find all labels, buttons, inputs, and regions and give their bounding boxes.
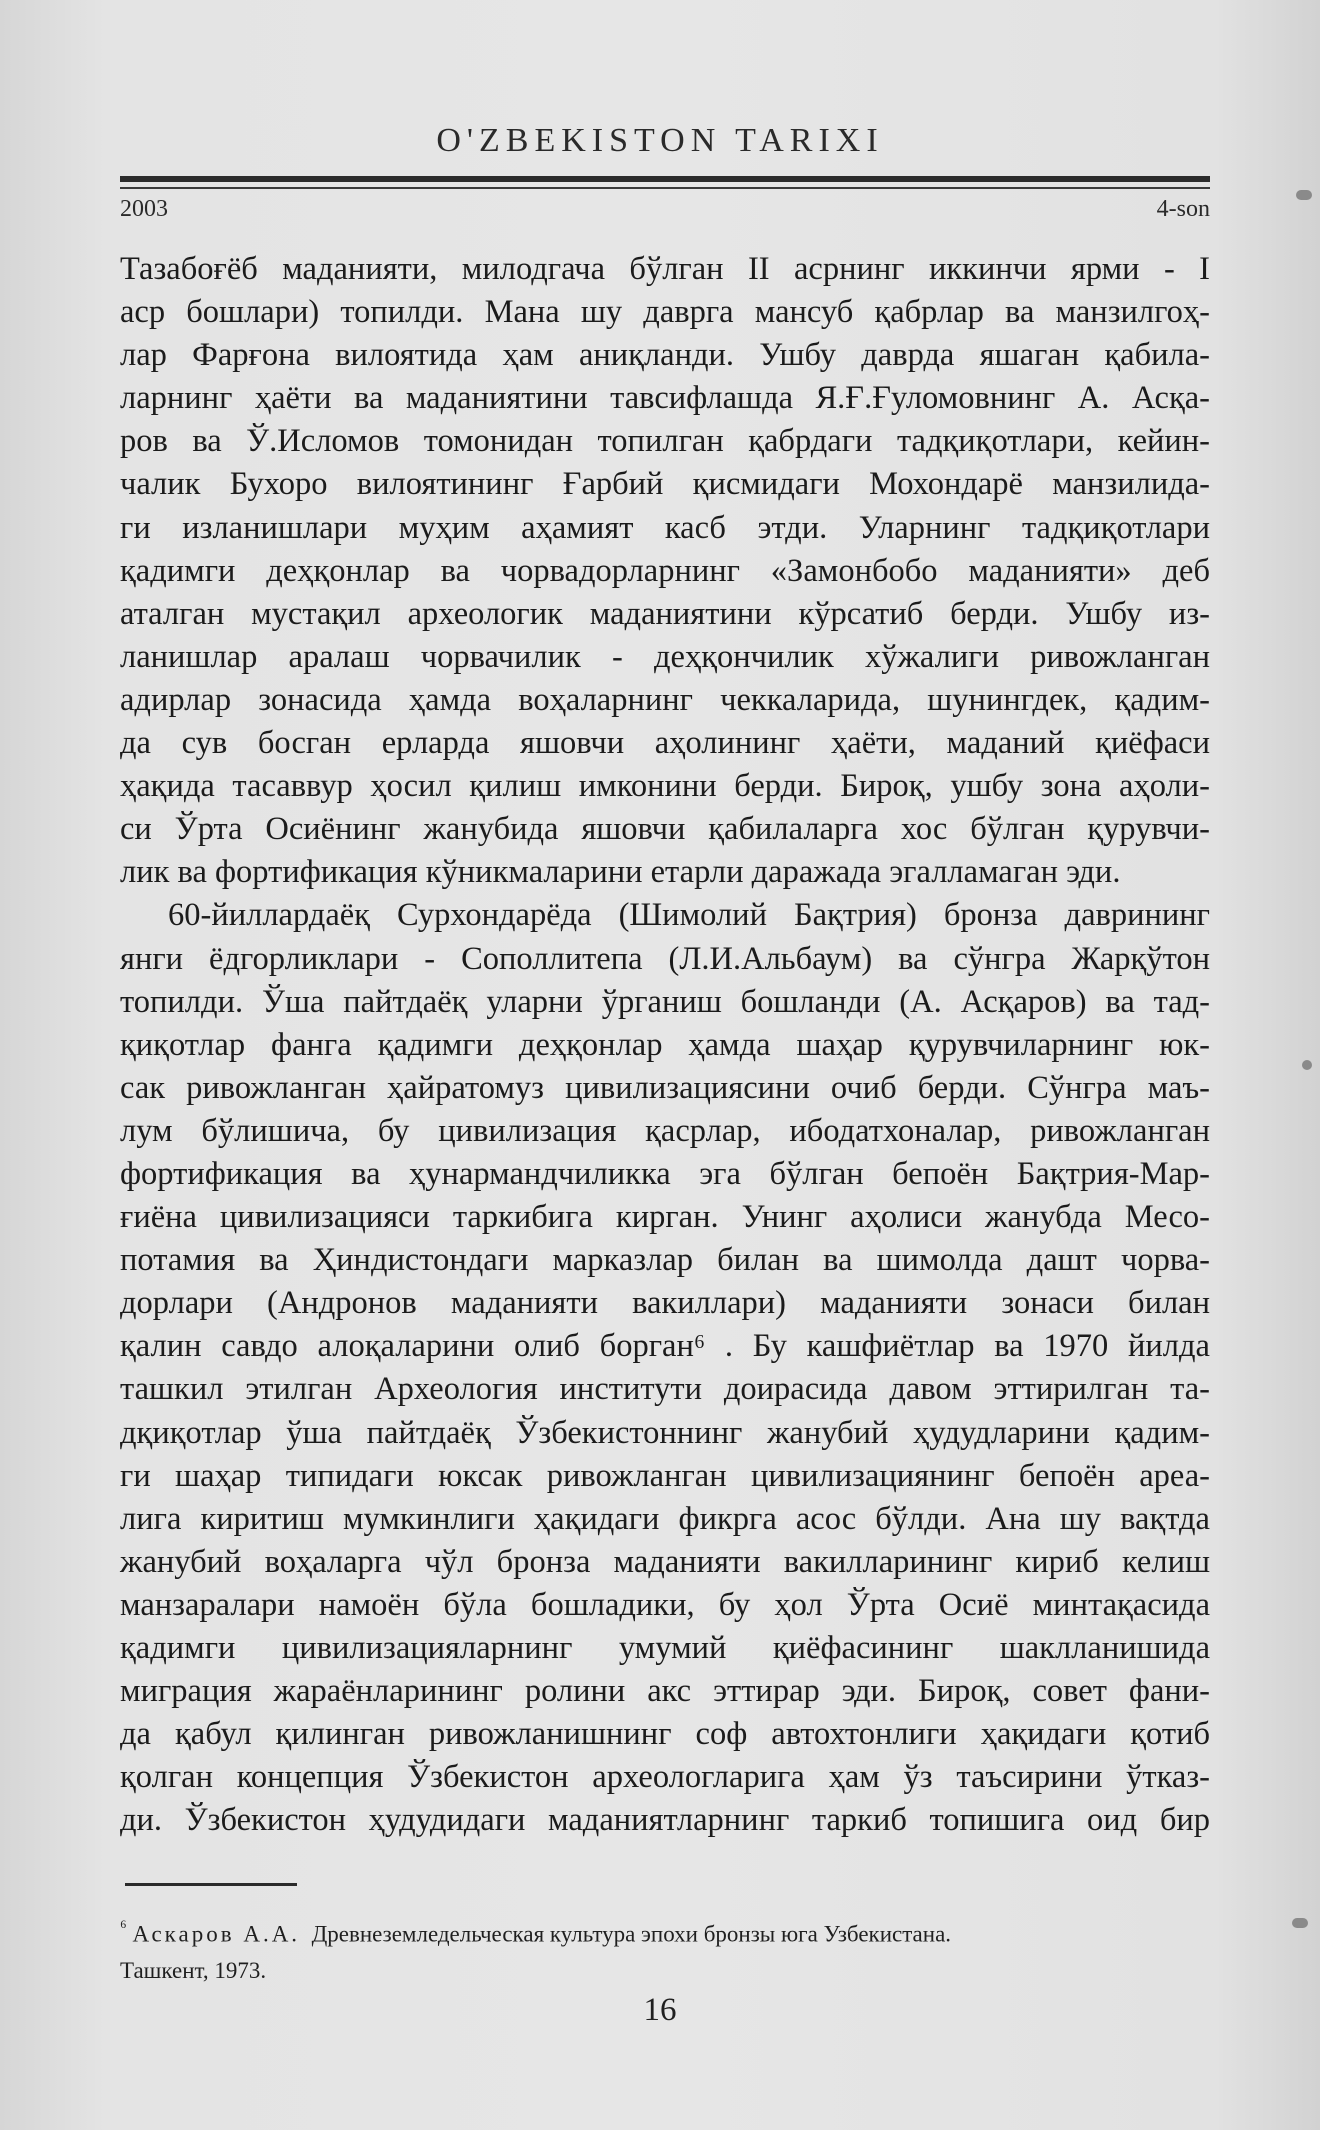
text-line: ди. Ўзбекистон ҳудудидаги маданиятларнинг таркиб топишига оид бир <box>120 1802 1210 1839</box>
text-line: Тазабоғёб маданияти, милодгача бўлган II асрнинг иккинчи ярми - I <box>120 251 1210 287</box>
header-rule-thick <box>120 176 1210 182</box>
text-line: қолган концепция Ўзбекистон археологларига ҳам ўз таъсирини ўтказ- <box>120 1759 1210 1796</box>
text-line: аталган мустақил археологик маданиятини кўрсатиб берди. Ушбу из- <box>120 595 1210 632</box>
text-line: ров ва Ў.Исломов томонидан топилган қабрдаги тадқиқотлари, кейин- <box>120 423 1210 460</box>
text-line: да қабул қилинган ривожланишнинг соф автохтонлиги ҳақидаги қотиб <box>120 1716 1210 1753</box>
paragraph-start-line: 60-йиллардаёқ Сурхондарёда (Шимолий Бақтрия) бронза даврининг <box>168 897 1210 934</box>
text-line: дқиқотлар ўша пайтдаёқ Ўзбекистоннинг жанубий ҳудудларини қадим- <box>120 1414 1210 1451</box>
text-line: лар Фарғона вилоятида ҳам аниқланди. Ушбу даврда яшаган қабила- <box>120 337 1210 374</box>
article-body <box>120 248 1210 1842</box>
footnote-line-1 <box>120 1910 1210 1953</box>
journal-title: O'ZBEKISTON TARIXI <box>436 122 884 159</box>
text-line: аср бошлари) топилди. Мана шу даврга мансуб қабрлар ва манзилгоҳ- <box>120 294 1210 331</box>
text-line: манзаралари намоён бўла бошладики, бу ҳол Ўрта Осиё минтақасида <box>120 1586 1210 1623</box>
text-line: лига киритиш мумкинлиги ҳақидаги фикрга асос бўлди. Ана шу вақтда <box>120 1500 1210 1537</box>
text-line: қиқотлар фанга қадимги деҳқонлар ҳамда шаҳар қурувчиларнинг юк- <box>120 1026 1210 1063</box>
text-line: сак ривожланган ҳайратомуз цивилизациясини очиб берди. Сўнгра маъ- <box>120 1069 1210 1106</box>
scan-edge-mark <box>1302 1060 1312 1070</box>
text-line: миграция жараёнларининг ролини акс эттирар эди. Бироқ, совет фани- <box>120 1673 1210 1710</box>
text-line: да сув босган ерларда яшовчи аҳолининг ҳаёти, маданий қиёфаси <box>120 725 1210 762</box>
text-line: янги ёдгорликлари - Сополлитепа (Л.И.Альбаум) ва сўнгра Жарқўтон <box>120 940 1210 977</box>
paragraph-end-line: лик ва фортификация кўникмаларини етарли даражада эгалламаган эди. <box>120 854 1121 891</box>
footnote <box>120 1910 1210 1989</box>
text-line: адирлар зонасида ҳамда воҳаларнинг чеккаларида, шунингдек, қадим- <box>120 681 1210 718</box>
footnote-marker: ⁶ <box>120 1917 127 1938</box>
text-line: чалик Бухоро вилоятининг Ғарбий қисмидаги Мохондарё манзилида- <box>120 466 1210 503</box>
page-number: 16 <box>643 1992 677 2028</box>
text-line: жанубий воҳаларга чўл бронза маданияти вакилларининг кириб келиш <box>120 1543 1210 1580</box>
text-line: ланишлар аралаш чорвачилик - деҳқончилик хўжалиги ривожланган <box>120 638 1210 675</box>
text-line: қадимги цивилизацияларнинг умумий қиёфасининг шаклланишида <box>120 1630 1210 1666</box>
footnote-place-year: Ташкент, 1973. <box>120 1957 267 1983</box>
text-line: си Ўрта Осиёнинг жанубида яшовчи қабилаларга хос бўлган қурувчи- <box>120 811 1210 848</box>
scan-edge-mark <box>1292 1918 1308 1928</box>
text-line: дорлари (Андронов маданияти вакиллари) маданияти зонаси билан <box>120 1285 1210 1322</box>
header-rule-thin <box>120 187 1210 189</box>
footnote-author: Аскаров А.А. <box>132 1921 301 1947</box>
text-line: ҳақида тасаввур ҳосил қилиш имконини берди. Бироқ, ушбу зона аҳоли- <box>120 768 1210 805</box>
text-line: қадимги деҳқонлар ва чорвадорларнинг «Замонбобо маданияти» деб <box>120 552 1210 589</box>
text-line: ташкил этилган Археология институти доирасида давом эттирилган та- <box>120 1371 1210 1408</box>
text-line: лум бўлишича, бу цивилизация қасрлар, ибодатхоналар, ривожланган <box>120 1112 1210 1149</box>
issue-year: 2003 <box>120 196 168 222</box>
scan-edge-mark <box>1296 190 1312 200</box>
text-line: потамия ва Ҳиндистондаги марказлар билан ва шимолда дашт чорва- <box>120 1242 1210 1279</box>
footnote-title: Древнеземледельческая культура эпохи бронзы юга Узбекистана. <box>311 1921 952 1947</box>
issue-header <box>120 196 1210 223</box>
text-line: топилди. Ўша пайтдаёқ уларни ўрганиш бошланди (А. Асқаров) ва тад- <box>120 983 1210 1020</box>
text-line: ги изланишлари муҳим аҳамият касб этди. Уларнинг тадқиқотлари <box>120 509 1210 546</box>
text-line: ларнинг ҳаёти ва маданиятини тавсифлашда Я.Ғ.Ғуломовнинг А. Асқа- <box>120 380 1210 417</box>
text-line: ғиёна цивилизацияси таркибига кирган. Унинг аҳолиси жанубда Месо- <box>120 1199 1210 1236</box>
text-line: ги шаҳар типидаги юксак ривожланган цивилизациянинг бепоён ареа- <box>120 1457 1210 1494</box>
text-line: фортификация ва ҳунармандчиликка эга бўлган бепоён Бақтрия-Мар- <box>120 1155 1210 1192</box>
issue-number: 4-son <box>1156 196 1210 222</box>
footnote-rule <box>125 1883 297 1886</box>
text-line: қалин савдо алоқаларини олиб борган⁶ . Бу кашфиётлар ва 1970 йилда <box>120 1328 1210 1365</box>
